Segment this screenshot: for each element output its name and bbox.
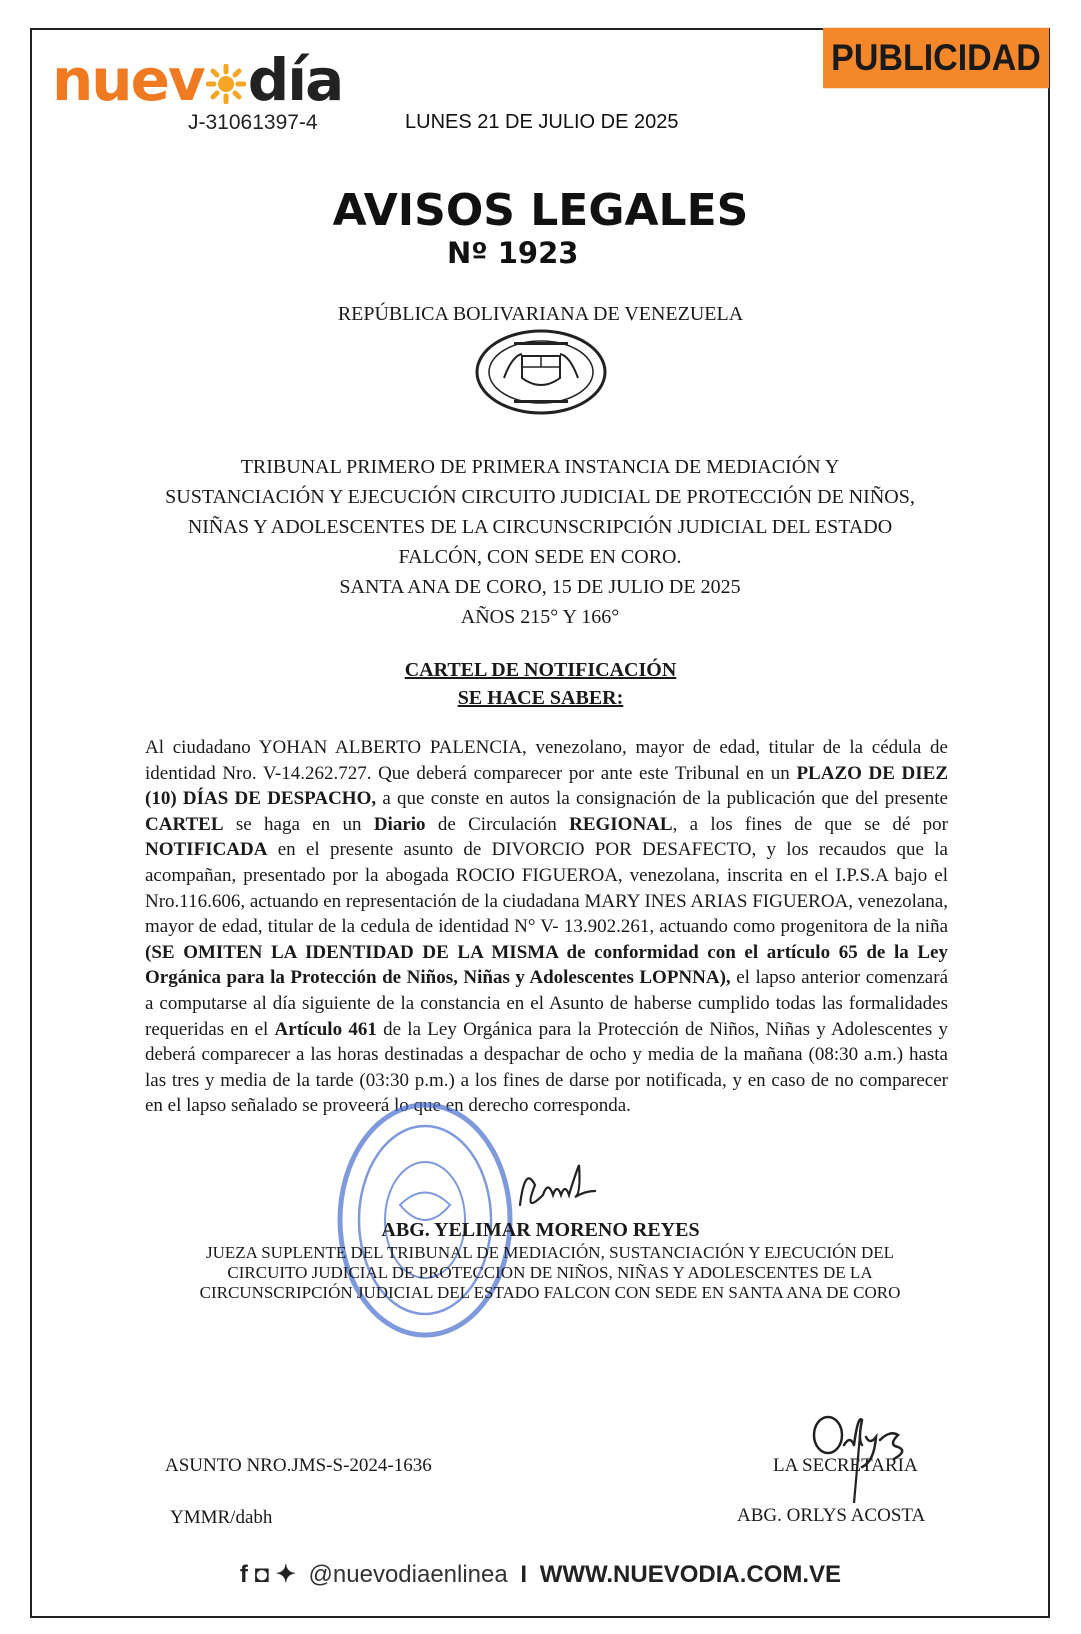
body-bold-run: NOTIFICADA	[145, 839, 268, 861]
body-bold-run: CARTEL	[145, 813, 224, 835]
publicidad-badge: PUBLICIDAD	[823, 28, 1049, 88]
body-text-run: de Circulación	[425, 813, 570, 835]
social-handle[interactable]: @nuevodiaenlinea	[308, 1561, 508, 1588]
tribunal-line: SUSTANCIACIÓN Y EJECUCIÓN CIRCUITO JUDICIAL DE PROTECCIÓN DE NIÑOS,	[165, 486, 915, 508]
sun-icon	[206, 64, 246, 104]
body-bold-run: (SE OMITEN LA IDENTIDAD DE LA MISMA de conformidad con el artículo 65 de la Ley Orgánica para la Protección de Niños, Niñas y Adolescentes LOPNNA),	[145, 941, 948, 989]
footer-separator: I	[520, 1561, 528, 1588]
tribunal-line: TRIBUNAL PRIMERO DE PRIMERA INSTANCIA DE MEDIACIÓN Y	[240, 456, 840, 478]
judge-role-line: CIRCUITO JUDICIAL DE PROTECCION DE NIÑOS, NIÑAS Y ADOLESCENTES DE LA	[227, 1263, 873, 1282]
place-date-line: SANTA ANA DE CORO, 15 DE JULIO DE 2025	[339, 576, 741, 598]
tribunal-heading	[120, 452, 960, 632]
secretary-name: ABG. ORLYS ACOSTA	[737, 1505, 926, 1526]
body-text-run: se haga en un	[223, 813, 374, 835]
publication-date: LUNES 21 DE JULIO DE 2025	[405, 111, 679, 133]
secretary-signature-icon	[810, 1405, 920, 1505]
republic-heading: REPÚBLICA BOLIVARIANA DE VENEZUELA	[337, 303, 744, 325]
notice-number: Nº 1923	[447, 236, 579, 270]
case-number: ASUNTO NRO.JMS-S-2024-1636	[165, 1455, 432, 1476]
body-text-run: Al ciudadano YOHAN ALBERTO PALENCIA, venezolano, mayor de edad, titular de la cédula de identidad Nro. V-14.262.727. Que deberá comparecer por ante este Tribunal en un	[145, 737, 948, 784]
page-title: AVISOS LEGALES	[332, 185, 749, 236]
cartel-subtitle: SE HACE SABER:	[457, 687, 624, 709]
initials: YMMR/dabh	[170, 1507, 273, 1528]
judge-name: ABG. YELIMAR MORENO REYES	[381, 1219, 700, 1241]
body-bold-run: PLAZO DE DIEZ (10) DÍAS DE DESPACHO,	[145, 762, 948, 810]
judge-role-line: CIRCUNSCRIPCIÓN JUDICIAL DEL ESTADO FALCON CON SEDE EN SANTA ANA DE CORO	[199, 1283, 901, 1302]
court-seal-icon	[474, 328, 609, 416]
tribunal-line: FALCÓN, CON SEDE EN CORO.	[398, 546, 682, 568]
secretary-title: LA SECRETARIA	[773, 1455, 918, 1476]
footer	[0, 1560, 1081, 1589]
judge-role-line: JUEZA SUPLENTE DEL TRIBUNAL DE MEDIACIÓN, SUSTANCIACIÓN Y EJECUCIÓN DEL	[205, 1243, 895, 1262]
tribunal-line: NIÑAS Y ADOLESCENTES DE LA CIRCUNSCRIPCIÓN JUDICIAL DEL ESTADO	[187, 516, 893, 538]
body-text-run: de la Ley Orgánica para la Protección de Niños, Niñas y Adolescentes y deberá comparecer a las horas destinadas a despachar de ocho y media de la mañana (08:30 a.m.) hasta las tres y media de la tarde (03:30 p.m.) a los fines de darse por notificada, y en caso de no comparecer en el lapso señalado se proveerá lo que en derecho corresponda.	[145, 1018, 948, 1117]
website-link[interactable]: WWW.NUEVODIA.COM.VE	[539, 1561, 842, 1588]
rif-number: J-31061397-4	[188, 111, 318, 134]
social-icons: f ◘ ✦	[239, 1561, 296, 1588]
body-text-run: a que conste en autos la consignación de la publicación que del presente	[376, 788, 948, 810]
cartel-heading	[0, 656, 1081, 712]
notice-body	[145, 735, 948, 1119]
logo-text-right: día	[247, 46, 343, 114]
body-bold-run: Diario	[373, 813, 426, 835]
body-bold-run: Artículo 461	[274, 1018, 377, 1040]
body-text-run: en el presente asunto de DIVORCIO POR DESAFECTO, y los recaudos que la acompañan, presentado por la abogada ROCIO FIGUEROA, venezolana, inscrita en el I.P.S.A bajo el Nro.116.606, actuando en representación de la ciudadana MARY INES ARIAS FIGUEROA, venezolana, mayor de edad, titular de la cedula de identidad N° V- 13.902.261, actuando como progenitora de la niña	[145, 839, 948, 938]
judge-signature-icon	[510, 1160, 610, 1220]
body-text-run: el lapso anterior comenzará a computarse al día siguiente de la constancia en el Asunto de haberse cumplido todas las formalidades requeridas en el	[145, 967, 949, 1040]
years-line: AÑOS 215° Y 166°	[460, 606, 620, 628]
body-text-run: , a los fines de que se dé por	[672, 813, 948, 835]
judge-role	[160, 1243, 940, 1303]
body-bold-run: REGIONAL	[569, 813, 673, 835]
logo-text-left: nuev	[52, 46, 204, 114]
cartel-title: CARTEL DE NOTIFICACIÓN	[404, 659, 677, 681]
newspaper-logo	[52, 46, 343, 114]
